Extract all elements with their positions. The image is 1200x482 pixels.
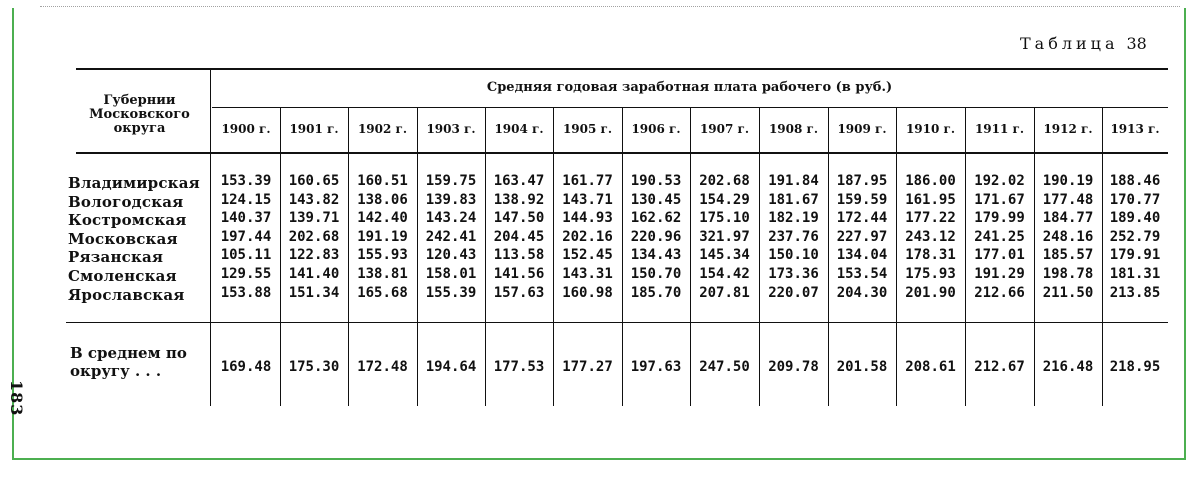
table-cell: 163.47 [493, 173, 545, 189]
average-separator-rule [66, 322, 1168, 323]
table-cell: 161.77 [562, 173, 613, 189]
data-column [759, 172, 828, 302]
data-column [896, 172, 965, 302]
year-header-cell: 1902 г. [357, 122, 408, 136]
average-cell: 177.53 [493, 359, 545, 375]
data-column [622, 172, 690, 302]
table-cell: 143.31 [562, 265, 613, 282]
table-cell: 143.24 [425, 210, 477, 227]
data-column [690, 172, 759, 302]
table-cell: 242.41 [425, 228, 477, 245]
table-cell: 160.65 [288, 173, 340, 189]
salary-header: Средняя годовая заработная плата рабочего (в руб.) [486, 80, 893, 95]
table-cell: 175.10 [699, 210, 750, 227]
average-cell: 175.30 [288, 359, 340, 375]
table-cell: 138.06 [357, 191, 408, 208]
table-cell: 143.82 [288, 191, 340, 208]
average-label-line2: округу . . . [70, 362, 162, 380]
data-column [1034, 172, 1102, 302]
table-cell: 147.50 [493, 210, 545, 227]
region-name: Ярославская [68, 285, 185, 304]
table-cell: 139.71 [288, 210, 340, 227]
year-header-cell: 1912 г. [1043, 122, 1093, 136]
table-cell: 190.53 [630, 173, 682, 189]
table-cell: 155.93 [357, 247, 408, 264]
table-cell: 177.48 [1042, 191, 1094, 208]
table-title-word: Таблица [1020, 34, 1119, 53]
page-number: 183 [7, 380, 26, 417]
average-cell: 209.78 [768, 359, 819, 375]
table-cell: 252.79 [1109, 228, 1161, 245]
table-cell: 153.54 [836, 265, 888, 282]
table-cell: 145.34 [699, 247, 750, 264]
average-cell: 208.61 [905, 359, 956, 375]
table-cell: 151.34 [288, 284, 340, 301]
table-cell: 181.31 [1109, 265, 1161, 282]
table-cell: 113.58 [493, 247, 545, 264]
table-cell: 175.93 [905, 265, 956, 282]
region-column-header: Губернии Московского округа [89, 93, 190, 136]
table-cell: 201.90 [905, 284, 956, 301]
region-name: Московская [68, 229, 178, 248]
table-cell: 212.66 [974, 284, 1025, 301]
table-cell: 159.75 [425, 173, 477, 189]
table-cell: 191.19 [357, 228, 408, 245]
region-column-rule [210, 70, 211, 406]
average-cell: 194.64 [425, 359, 477, 375]
table-cell: 138.92 [493, 191, 545, 208]
table-cell: 191.84 [768, 173, 819, 189]
table-cell: 191.29 [974, 265, 1025, 282]
average-cell: 197.63 [630, 359, 682, 375]
table-cell: 165.68 [357, 284, 408, 301]
data-column [348, 172, 417, 302]
table-cell: 177.01 [974, 247, 1025, 264]
table-cell: 140.37 [220, 210, 272, 227]
table-cell: 185.57 [1042, 247, 1094, 264]
table-cell: 204.30 [836, 284, 888, 301]
table-cell: 171.67 [974, 191, 1025, 208]
year-header-cell: 1903 г. [426, 122, 476, 136]
table-cell: 192.02 [974, 173, 1025, 189]
average-cell: 216.48 [1042, 359, 1094, 375]
table-cell: 321.97 [699, 228, 750, 245]
table-cell: 173.36 [768, 265, 819, 282]
year-header-cell: 1911 г. [974, 122, 1025, 136]
region-name: Вологодская [68, 192, 184, 211]
average-label-line1: В среднем по [70, 344, 187, 362]
table-cell: 202.68 [699, 173, 750, 189]
average-cell: 201.58 [836, 359, 888, 375]
year-header-cell: 1906 г. [631, 122, 681, 136]
table-cell: 129.55 [220, 265, 272, 282]
table-cell: 243.12 [905, 228, 956, 245]
table-cell: 122.83 [288, 247, 340, 264]
table-cell: 241.25 [974, 228, 1025, 245]
region-name: Рязанская [68, 248, 164, 267]
table-cell: 139.83 [425, 191, 477, 208]
table-cell: 134.43 [630, 247, 682, 264]
table-cell: 204.45 [493, 228, 545, 245]
region-name: Владимирская [68, 174, 200, 192]
table-cell: 220.07 [768, 284, 819, 301]
table-cell: 185.70 [630, 284, 682, 301]
region-list [68, 174, 208, 304]
table-cell: 179.91 [1109, 247, 1161, 264]
table-cell: 213.85 [1109, 284, 1161, 301]
table-cell: 186.00 [905, 173, 956, 189]
table-cell: 138.81 [357, 265, 408, 282]
table-cell: 155.39 [425, 284, 477, 301]
region-name: Костромская [68, 211, 187, 230]
table-cell: 142.40 [357, 210, 408, 227]
table-cell: 152.45 [562, 247, 613, 264]
table-cell: 150.70 [630, 265, 682, 282]
average-cell: 169.48 [220, 359, 272, 375]
table-cell: 178.31 [905, 247, 956, 264]
data-column [212, 172, 280, 302]
table-cell: 161.95 [905, 191, 956, 208]
table-cell: 124.15 [220, 191, 272, 208]
table-cell: 162.62 [630, 210, 682, 227]
data-column [485, 172, 553, 302]
table-cell: 160.98 [562, 284, 613, 301]
data-column [965, 172, 1034, 302]
year-header-cell: 1901 г. [289, 122, 339, 136]
table-cell: 181.67 [768, 191, 819, 208]
year-header-row [212, 122, 1167, 138]
table-cell: 227.97 [836, 228, 888, 245]
table-cell: 248.16 [1042, 228, 1094, 245]
table-cell: 134.04 [836, 247, 888, 264]
table-cell: 170.77 [1109, 191, 1161, 208]
table-cell: 187.95 [836, 173, 888, 189]
table-cell: 202.16 [562, 228, 613, 245]
table-cell: 202.68 [288, 228, 340, 245]
previous-page-edge [40, 0, 1180, 7]
average-cell: 212.67 [974, 359, 1025, 375]
table-cell: 141.56 [493, 265, 545, 282]
year-header-cell: 1909 г. [837, 122, 887, 136]
year-header-cell: 1900 г. [221, 122, 271, 136]
table-cell: 198.78 [1042, 265, 1094, 282]
table-cell: 188.46 [1109, 173, 1161, 189]
table-cell: 120.43 [425, 247, 477, 264]
table-title-number: 38 [1126, 34, 1147, 53]
table-cell: 220.96 [630, 228, 682, 245]
table-cell: 197.44 [220, 228, 272, 245]
year-header-cell: 1908 г. [768, 122, 819, 136]
table-cell: 153.88 [220, 284, 272, 301]
data-column [417, 172, 485, 302]
table-cell: 237.76 [768, 228, 819, 245]
table-cell: 143.71 [562, 191, 613, 208]
average-cell: 218.95 [1109, 359, 1161, 375]
table-cell: 207.81 [699, 284, 750, 301]
table-cell: 189.40 [1109, 210, 1161, 227]
table-cell: 157.63 [493, 284, 545, 301]
data-column [828, 172, 896, 302]
data-column [1102, 172, 1168, 302]
region-name: Смоленская [68, 266, 177, 285]
table-cell: 159.59 [836, 191, 888, 208]
year-header-cell: 1913 г. [1110, 122, 1160, 136]
table-cell: 130.45 [630, 191, 682, 208]
year-header-cell: 1904 г. [494, 122, 544, 136]
average-cell: 177.27 [562, 359, 613, 375]
table-cell: 144.93 [562, 210, 613, 227]
table-cell: 182.19 [768, 210, 819, 227]
table-cell: 150.10 [768, 247, 819, 264]
table-cell: 184.77 [1042, 210, 1094, 227]
data-column [280, 172, 348, 302]
table-cell: 160.51 [357, 173, 408, 189]
table-cell: 158.01 [425, 265, 477, 282]
table-cell: 211.50 [1042, 284, 1094, 301]
table-cell: 154.29 [699, 191, 750, 208]
table-cell: 105.11 [220, 247, 272, 264]
year-header-cell: 1905 г. [562, 122, 613, 136]
table-cell: 153.39 [220, 173, 272, 189]
table-cell: 154.42 [699, 265, 750, 282]
average-label [70, 344, 210, 380]
table-cell: 190.19 [1042, 173, 1094, 189]
data-column [553, 172, 622, 302]
average-cell: 247.50 [699, 359, 750, 375]
table-cell: 179.99 [974, 210, 1025, 227]
average-cell: 172.48 [357, 359, 408, 375]
table-cell: 141.40 [288, 265, 340, 282]
year-header-cell: 1910 г. [905, 122, 956, 136]
table-title [1020, 34, 1147, 53]
table-cell: 177.22 [905, 210, 956, 227]
table-cell: 172.44 [836, 210, 888, 227]
top-rule [76, 68, 1168, 70]
year-header-cell: 1907 г. [699, 122, 750, 136]
